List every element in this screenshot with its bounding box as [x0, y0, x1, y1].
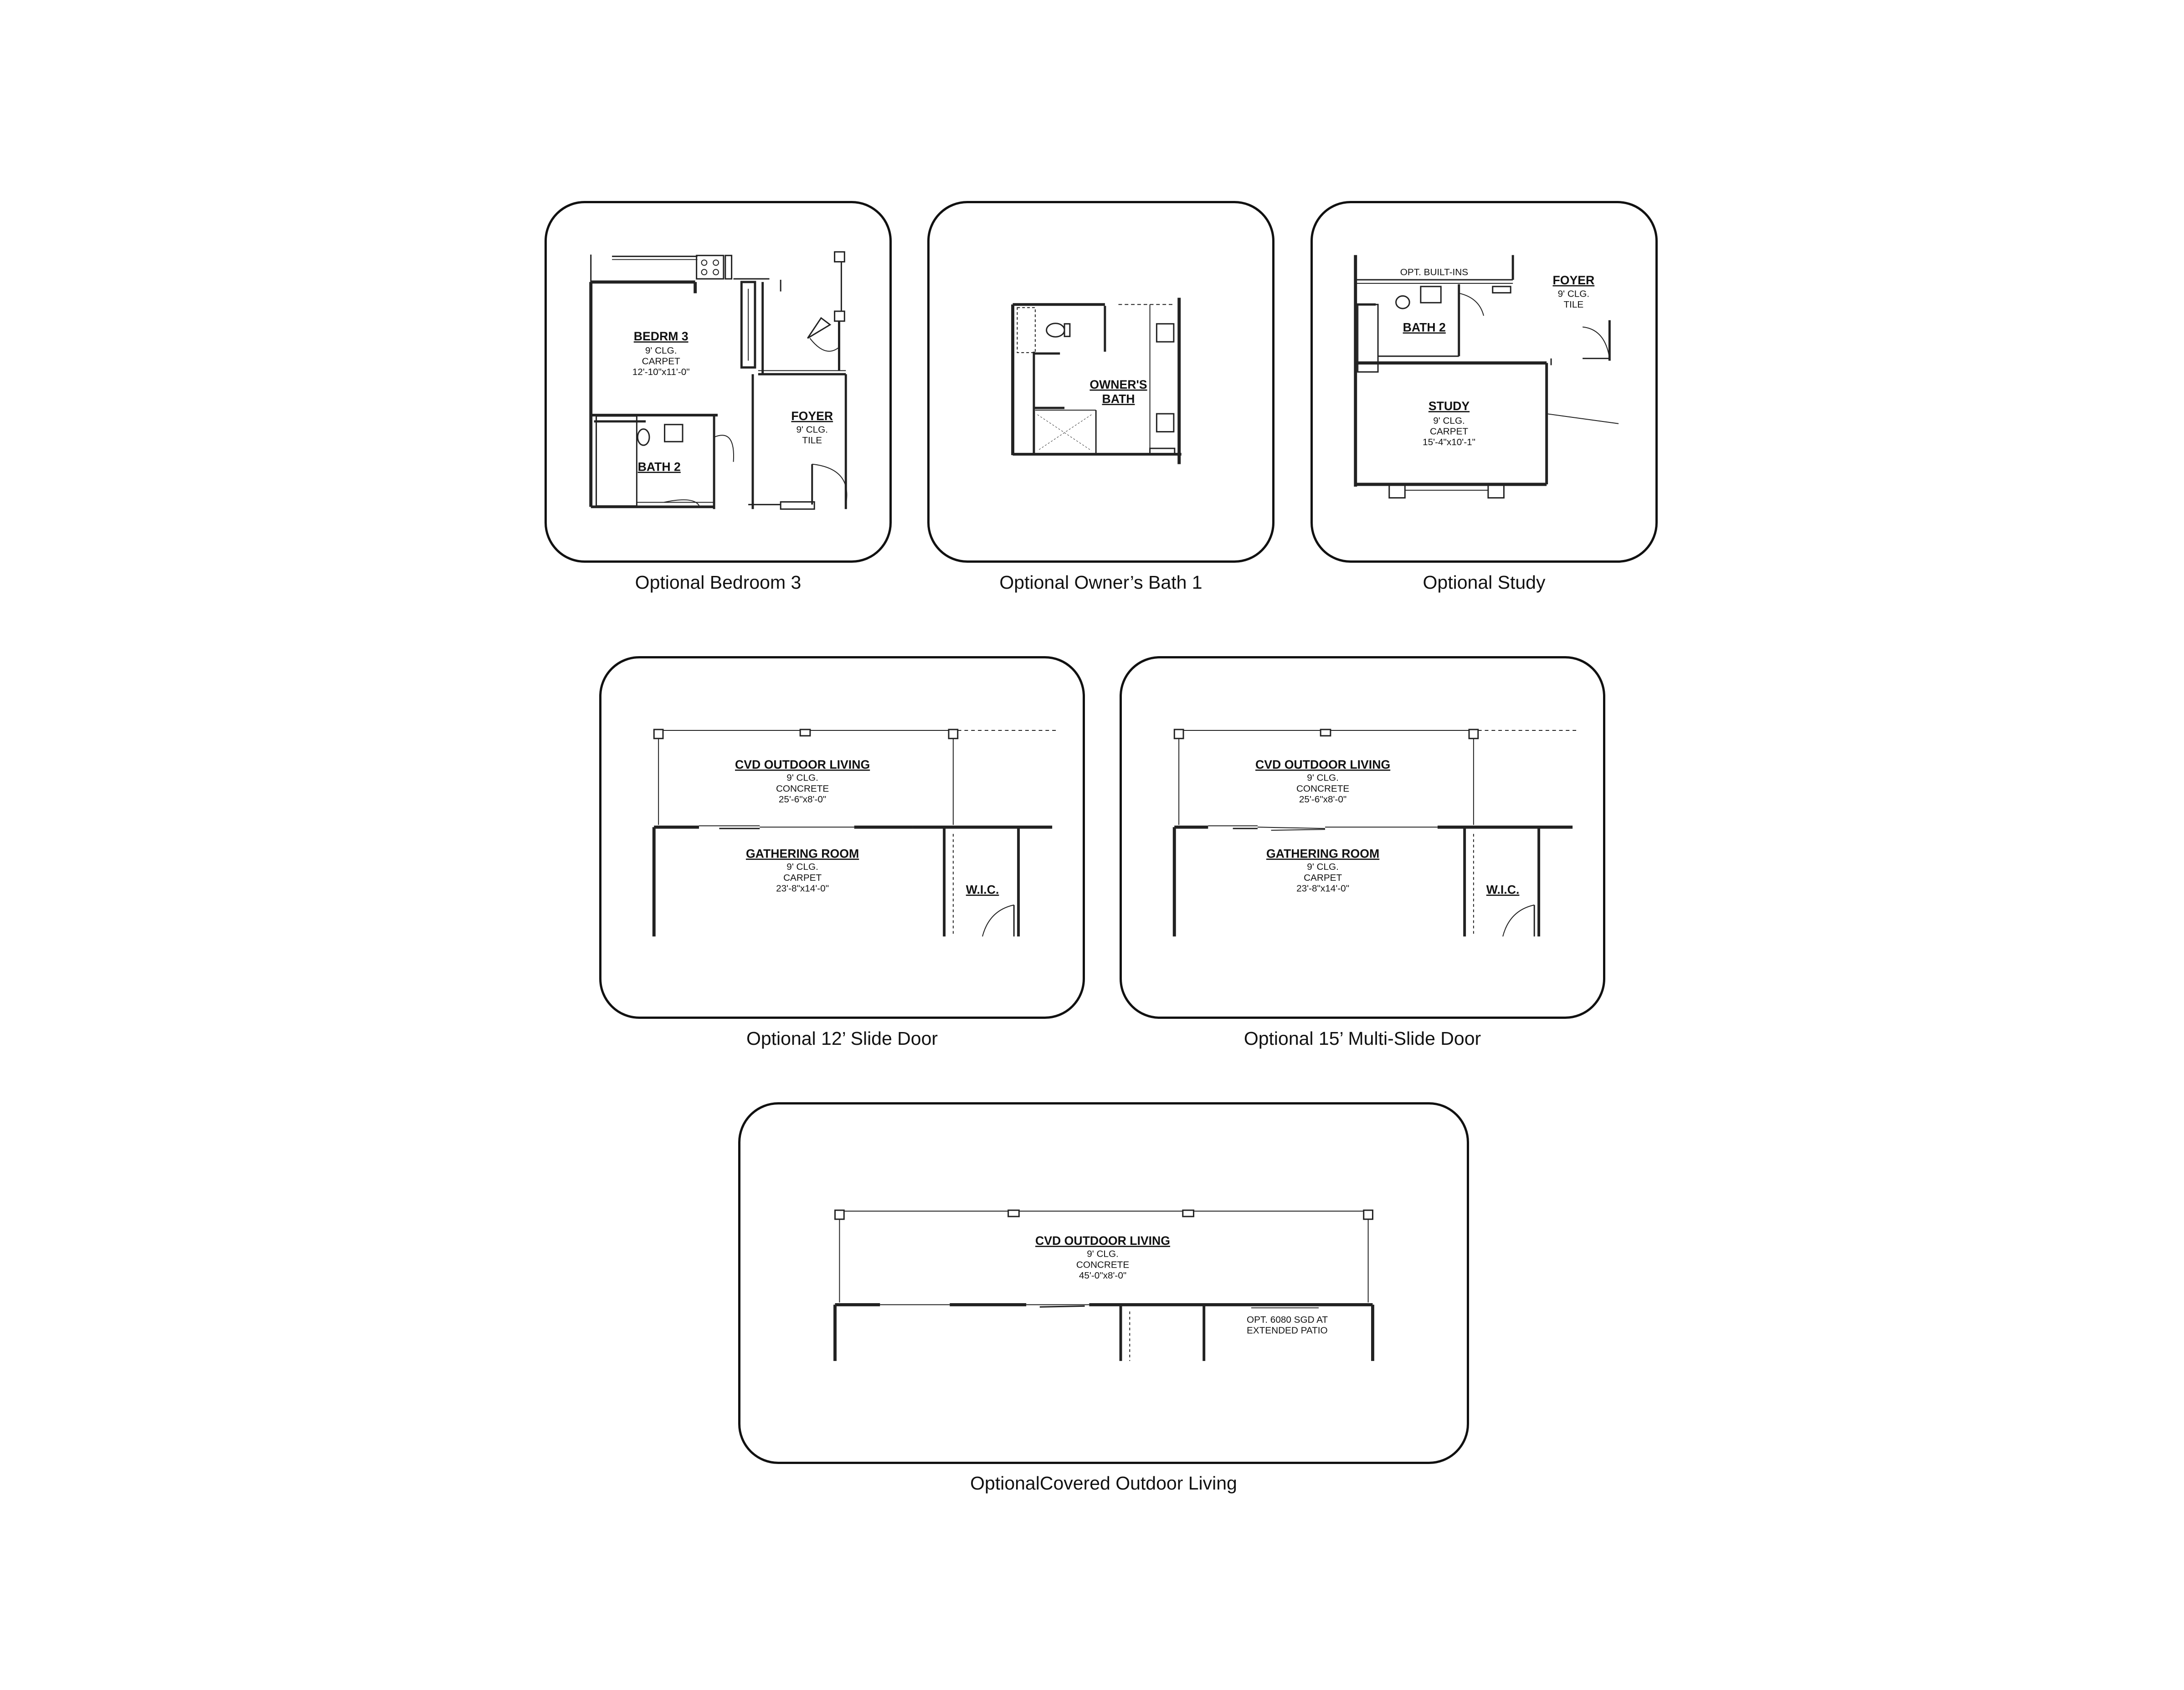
- room-gathering-room-size: 23'-8"x14'-0": [776, 883, 829, 894]
- room-cvd-outdoor-living-size: 25'-6"x8'-0": [1299, 794, 1347, 805]
- floorplan-15-multi-slide-door: [1122, 658, 1603, 1017]
- caption-optional-12-slide-door: Optional 12’ Slide Door: [746, 1028, 938, 1049]
- room-gathering-room-size: 23'-8"x14'-0": [1296, 883, 1350, 894]
- room-foyer-ceiling: 9' CLG.: [1557, 288, 1590, 299]
- room-cvd-outdoor-living-ceiling: 9' CLG.: [1087, 1248, 1119, 1259]
- room-bath-2-name: BATH 2: [1403, 320, 1446, 334]
- note-opt-6080-sgd-line1: OPT. 6080 SGD AT: [1246, 1314, 1328, 1325]
- room-gathering-room-floor: CARPET: [1304, 872, 1342, 883]
- room-bath-2-name: BATH 2: [637, 460, 681, 474]
- room-foyer-name: FOYER: [1552, 273, 1595, 287]
- room-cvd-outdoor-living-size: 25'-6"x8'-0": [778, 794, 827, 805]
- room-gathering-room-name: GATHERING ROOM: [1266, 847, 1380, 861]
- room-study-size: 15'-4"x10'-1": [1423, 437, 1475, 448]
- room-bedrm-3-floor: CARPET: [642, 356, 680, 367]
- room-cvd-outdoor-living-floor: CONCRETE: [776, 783, 829, 794]
- caption-optional-bedroom-3: Optional Bedroom 3: [635, 572, 802, 593]
- room-study-name: STUDY: [1428, 399, 1470, 413]
- room-foyer-floor: TILE: [802, 435, 822, 446]
- room-cvd-outdoor-living-ceiling: 9' CLG.: [1307, 772, 1339, 783]
- panel-optional-12-slide-door: [599, 656, 1085, 1019]
- room-owners-bath-name-line1: OWNER'S: [1089, 377, 1147, 391]
- room-cvd-outdoor-living-name: CVD OUTDOOR LIVING: [735, 757, 870, 771]
- panel-optional-bedroom-3: [545, 201, 892, 563]
- room-study-floor: CARPET: [1430, 426, 1469, 437]
- room-bedrm-3-size: 12'-10"x11'-0": [632, 367, 690, 378]
- room-wic-name: W.I.C.: [1486, 883, 1520, 897]
- room-study-ceiling: 9' CLG.: [1433, 415, 1465, 426]
- room-cvd-outdoor-living-ceiling: 9' CLG.: [786, 772, 818, 783]
- panel-optional-owners-bath-1: [927, 201, 1274, 563]
- panel-optional-study: [1310, 201, 1658, 563]
- panel-optional-15-multi-slide-door: [1120, 656, 1605, 1019]
- caption-optional-owners-bath-1: Optional Owner’s Bath 1: [999, 572, 1202, 593]
- note-opt-6080-sgd-line2: EXTENDED PATIO: [1246, 1325, 1328, 1336]
- room-cvd-outdoor-living-floor: CONCRETE: [1076, 1259, 1130, 1270]
- floorplan-12-slide-door: [601, 658, 1083, 1017]
- room-gathering-room-floor: CARPET: [783, 872, 822, 883]
- room-bedrm-3-ceiling: 9' CLG.: [645, 345, 677, 356]
- floorplan-study: [1313, 203, 1655, 560]
- room-cvd-outdoor-living-floor: CONCRETE: [1296, 783, 1350, 794]
- room-bedrm-3-name: BEDRM 3: [633, 329, 689, 344]
- room-gathering-room-name: GATHERING ROOM: [745, 847, 859, 861]
- room-foyer-ceiling: 9' CLG.: [796, 424, 828, 435]
- room-foyer-name: FOYER: [791, 409, 833, 423]
- room-gathering-room-ceiling: 9' CLG.: [786, 862, 818, 873]
- room-cvd-outdoor-living-size: 45'-0"x8'-0": [1079, 1270, 1127, 1281]
- room-owners-bath-name-line2: BATH: [1102, 392, 1135, 406]
- panel-optional-covered-outdoor-living: [738, 1102, 1469, 1464]
- caption-optional-study: Optional Study: [1423, 572, 1546, 593]
- note-opt-built-ins: OPT. BUILT-INS: [1400, 267, 1469, 278]
- floorplan-owners-bath: [930, 203, 1272, 560]
- room-foyer-floor: TILE: [1563, 299, 1584, 310]
- room-cvd-outdoor-living-name: CVD OUTDOOR LIVING: [1035, 1234, 1171, 1248]
- floorplan-covered-outdoor-living: [740, 1104, 1467, 1462]
- room-gathering-room-ceiling: 9' CLG.: [1307, 862, 1339, 873]
- room-cvd-outdoor-living-name: CVD OUTDOOR LIVING: [1255, 757, 1391, 771]
- caption-optional-15-multi-slide-door: Optional 15’ Multi-Slide Door: [1244, 1028, 1481, 1049]
- room-wic-name: W.I.C.: [966, 883, 999, 897]
- floorplan-bedroom-3: [547, 203, 889, 560]
- caption-optional-covered-outdoor-living: OptionalCovered Outdoor Living: [970, 1473, 1237, 1494]
